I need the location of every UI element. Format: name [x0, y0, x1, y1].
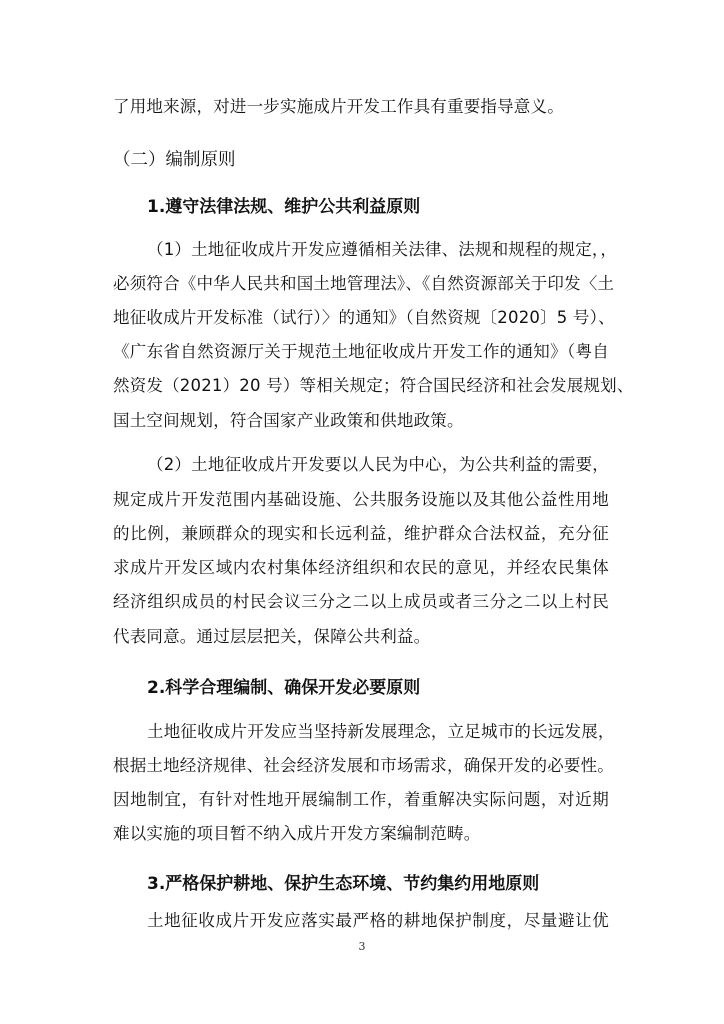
subsection-heading: 3.严格保护耕地、保护生态环境、节约集约用地原则	[147, 874, 540, 894]
subsection-heading: 1.遵守法律法规、维护公共利益原则	[147, 197, 421, 217]
paragraph-line: 土地征收成片开发应当坚持新发展理念，立足城市的长远发展，	[147, 722, 615, 741]
paragraph-line: 求成片开发区域内农村集体经济组织和农民的意见，并经农民集体	[113, 558, 609, 577]
paragraph-line: 根据土地经济规律、社会经济发展和市场需求，确保开发的必要性。	[113, 756, 614, 775]
paragraph-line: 必须符合《中华人民共和国土地管理法》、《自然资源部关于印发〈土	[113, 274, 615, 293]
paragraph-line: 规定成片开发范围内基础设施、公共服务设施以及其他公益性用地	[113, 490, 609, 509]
paragraph-line: 地征收成片开发标准（试行）〉的通知》（自然资规〔2020〕5 号）、	[113, 308, 615, 327]
paragraph-line: 难以实施的项目暂不纳入成片开发方案编制范畴。	[113, 824, 481, 843]
paragraph-line: （1）土地征收成片开发应遵循相关法律、法规和规程的规定，，	[147, 240, 618, 259]
paragraph-line: 代表同意。通过层层把关，保障公共利益。	[113, 627, 431, 646]
paragraph-line: 因地制宜，有针对性地开展编制工作，着重解决实际问题，对近期	[113, 790, 609, 809]
paragraph-line: 的比例，兼顾群众的现实和长远利益，维护群众合法权益，充分征	[113, 524, 609, 543]
paragraph-line: 《广东省自然资源厅关于规范土地征收成片开发工作的通知》（粤自	[113, 342, 609, 361]
paragraph-line: （2）土地征收成片开发要以人民为中心，为公共利益的需要，	[147, 455, 609, 474]
paragraph-line: 了用地来源，对进一步实施成片开发工作具有重要指导意义。	[113, 97, 564, 116]
paragraph-line: 经济组织成员的村民会议三分之二以上成员或者三分之二以上村民	[113, 592, 609, 611]
page-number: 3	[358, 940, 366, 953]
paragraph-line: 土地征收成片开发应落实最严格的耕地保护制度，尽量避让优	[147, 911, 609, 930]
paragraph-line: 国土空间规划，符合国家产业政策和供地政策。	[113, 411, 464, 430]
paragraph-line: 然资发（2021）20 号）等相关规定；符合国民经济和社会发展规划、	[113, 376, 634, 395]
section-heading: （二）编制原则	[113, 150, 236, 170]
subsection-heading: 2.科学合理编制、确保开发必要原则	[147, 678, 421, 698]
